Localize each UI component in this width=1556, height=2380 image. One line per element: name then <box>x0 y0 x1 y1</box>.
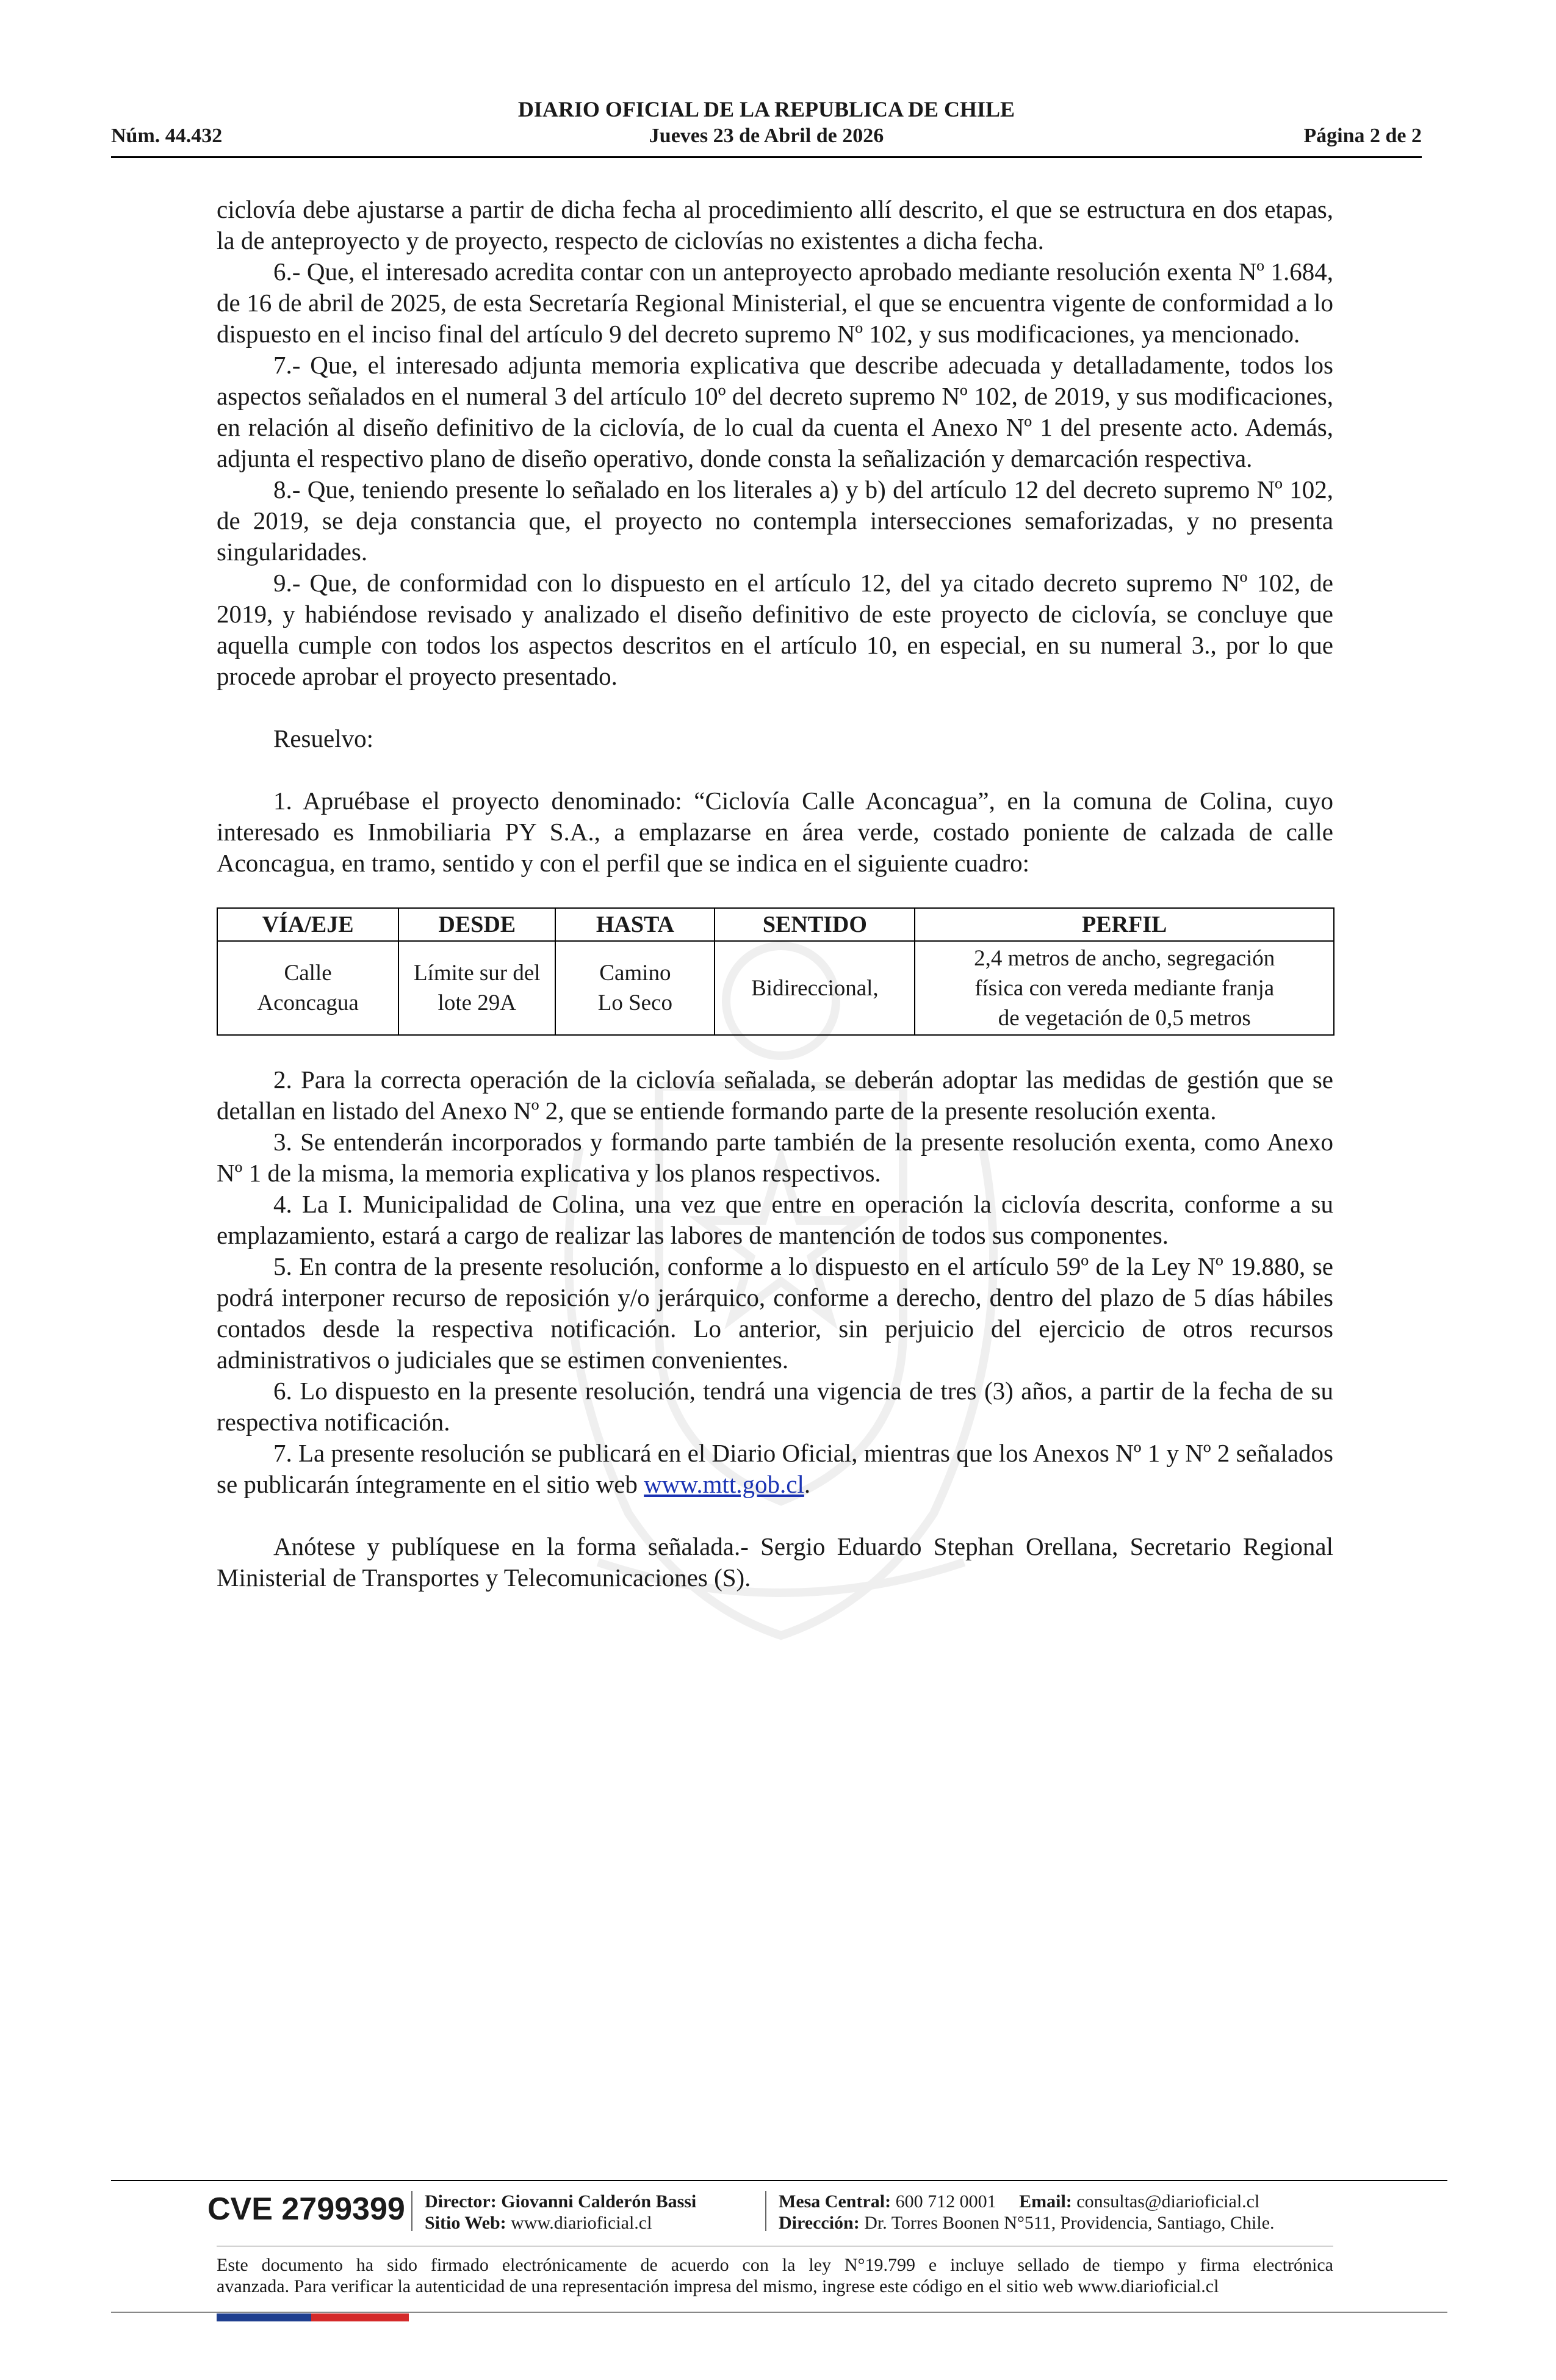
cell-desde-line2: lote 29A <box>438 990 516 1015</box>
cell-desde-line1: Límite sur del <box>413 961 541 986</box>
mesa-label: Mesa Central: <box>779 2191 891 2212</box>
resolution-2: 2. Para la correcta operación de la ciclovía señalada, se deberán adoptar las medidas de gestión que se detallan en listado del Anexo Nº 2, que se entiende formando parte de la presente resolución exenta. <box>217 1066 1333 1125</box>
cell-perfil-line1: 2,4 metros de ancho, segregación <box>974 945 1275 971</box>
issue-number: Núm. 44.432 <box>111 124 223 147</box>
address-label: Dirección: <box>779 2213 860 2233</box>
site-label: Sitio Web: <box>425 2213 506 2233</box>
footer-director-block <box>425 2191 696 2234</box>
footer-divider <box>111 2180 1447 2181</box>
header-divider <box>111 156 1422 158</box>
closing-signature: Anótese y publíquese en la forma señalada.- Sergio Eduardo Stephan Orellana, Secretario Regional Ministerial de Transportes y Telecomunicaciones (S). <box>217 1532 1333 1592</box>
cell-via-line1: Calle <box>284 961 332 986</box>
col-via-eje: VÍA/EJE <box>217 908 398 941</box>
email-label: Email: <box>1019 2191 1072 2212</box>
page-header <box>111 92 1422 159</box>
issue-date: Jueves 23 de Abril de 2026 <box>649 124 884 147</box>
paragraph-9: 9.- Que, de conformidad con lo dispuesto en el artículo 12, del ya citado decreto supremo Nº 102, de 2019, y habiéndose revisado y analizado el diseño definitivo de este proyecto de ciclovía, se concluye que aquella cumple con todos los aspectos descritos en el artículo 10, en especial, en su numeral 3., por lo que procede aprobar el proyecto presentado. <box>217 569 1333 690</box>
paragraph-7: 7.- Que, el interesado adjunta memoria explicativa que describe adecuada y detalladamente, todos los aspectos señalados en el numeral 3 del artículo 10º del decreto supremo Nº 102, de 2019, y sus modificaciones, en relación al diseño definitivo de la ciclovía, de lo cual da cuenta el Anexo Nº 1 del presente acto. Además, adjunta el respectivo plano de diseño operativo, donde consta la señalización y demarcación respectiva. <box>217 351 1333 472</box>
table-header-row <box>217 908 1334 941</box>
cell-perfil <box>915 941 1334 1035</box>
resolution-4: 4. La I. Municipalidad de Colina, una vez que entre en operación la ciclovía descrita, conforme a su emplazamiento, estará a cargo de realizar las labores de mantención de todos sus componentes. <box>217 1190 1333 1249</box>
col-sentido: SENTIDO <box>715 908 915 941</box>
cell-via <box>217 941 398 1035</box>
document-body <box>217 194 1333 1593</box>
flag-stripe-blue <box>217 2313 311 2321</box>
footer-separator <box>411 2191 412 2231</box>
resolution-6: 6. Lo dispuesto en la presente resolución, tendrá una vigencia de tres (3) años, a partir de la fecha de su respectiva notificación. <box>217 1377 1333 1436</box>
resolution-3: 3. Se entenderán incorporados y formando parte también de la presente resolución exenta, como Anexo Nº 1 de la misma, la memoria explicativa y los planos respectivos. <box>217 1128 1333 1187</box>
col-hasta: HASTA <box>555 908 715 941</box>
email-value[interactable]: consultas@diarioficial.cl <box>1076 2191 1260 2212</box>
newspaper-title: DIARIO OFICIAL DE LA REPUBLICA DE CHILE <box>517 97 1015 121</box>
footer-bottom-rule <box>111 2312 1447 2313</box>
paragraph-continuation: ciclovía debe ajustarse a partir de dicha fecha al procedimiento allí descrito, el que se estructura en dos etapas, la de anteproyecto y de proyecto, respecto de ciclovías no existentes a dicha fecha. <box>217 195 1333 254</box>
resolution-5: 5. En contra de la presente resolución, conforme a lo dispuesto en el artículo 59º de la Ley Nº 19.880, se podrá interponer recurso de reposición y/o jerárquico, conforme a derecho, dentro del plazo de 5 días hábiles contados desde la respectiva notificación. Lo anterior, sin perjuicio del ejercicio de otros recursos administrativos o judiciales que se estimen convenientes. <box>217 1252 1333 1374</box>
signature-notice-line1: Este documento ha sido firmado electrónicamente de acuerdo con la ley N°19.799 e incluye sellado de tiempo y firma electrónica <box>217 2255 1333 2275</box>
resolution-7-text: 7. La presente resolución se publicará en el Diario Oficial, mientras que los Anexos Nº 1 y Nº 2 señalados se publicarán íntegramente en el sitio web <box>217 1439 1333 1498</box>
resuelvo-heading: Resuelvo: <box>273 724 373 752</box>
resolution-7 <box>217 1438 1333 1500</box>
mesa-value: 600 712 0001 <box>895 2191 996 2212</box>
cell-via-line2: Aconcagua <box>257 990 359 1015</box>
footer-contact-block <box>779 2191 1275 2234</box>
cve-code: CVE 2799399 <box>207 2191 405 2227</box>
col-desde: DESDE <box>398 908 555 941</box>
page-indicator: Página 2 de 2 <box>1303 124 1422 147</box>
paragraph-6: 6.- Que, el interesado acredita contar con un anteproyecto aprobado mediante resolución exenta Nº 1.684, de 16 de abril de 2025, de esta Secretaría Regional Ministerial, el que se encuentra vigente de conformidad a lo dispuesto en el inciso final del artículo 9 del decreto supremo Nº 102, y sus modificaciones, ya mencionado. <box>217 258 1333 348</box>
footer-separator <box>765 2191 766 2231</box>
cell-desde <box>398 941 555 1035</box>
cycleway-table <box>217 907 1334 1036</box>
cell-sentido: Bidireccional, <box>715 941 915 1035</box>
col-perfil: PERFIL <box>915 908 1334 941</box>
cell-hasta-line2: Lo Seco <box>597 990 673 1015</box>
paragraph-8: 8.- Que, teniendo presente lo señalado en los literales a) y b) del artículo 12 del decreto supremo Nº 102, de 2019, se deja constancia que, el proyecto no contempla intersecciones semaforizadas, y no presenta singularidades. <box>217 475 1333 566</box>
cell-hasta-line1: Camino <box>599 961 671 986</box>
signature-notice <box>217 2254 1333 2297</box>
address-value: Dr. Torres Boonen N°511, Providencia, Santiago, Chile. <box>864 2213 1275 2233</box>
table-row <box>217 941 1334 1035</box>
director-name: Giovanni Calderón Bassi <box>501 2191 697 2212</box>
cell-perfil-line3: de vegetación de 0,5 metros <box>998 1005 1251 1031</box>
resolution-7-end: . <box>804 1470 811 1498</box>
cell-hasta <box>555 941 715 1035</box>
signature-notice-line2: avanzada. Para verificar la autenticidad de una representación impresa del mismo, ingrese este código en el sitio web www.diarioficial.cl <box>217 2276 1219 2296</box>
site-value[interactable]: www.diarioficial.cl <box>511 2213 652 2233</box>
flag-stripe-red <box>311 2313 409 2321</box>
resolution-1: 1. Apruébase el proyecto denominado: “Ciclovía Calle Aconcagua”, en la comuna de Colina, cuyo interesado es Inmobiliaria PY S.A., a emplazarse en área verde, costado poniente de calzada de calle Aconcagua, en tramo, sentido y con el perfil que se indica en el siguiente cuadro: <box>217 787 1333 877</box>
director-label: Director: <box>425 2191 497 2212</box>
mtt-website-link[interactable]: www.mtt.gob.cl <box>644 1470 804 1498</box>
cell-perfil-line2: física con vereda mediante franja <box>974 975 1275 1001</box>
